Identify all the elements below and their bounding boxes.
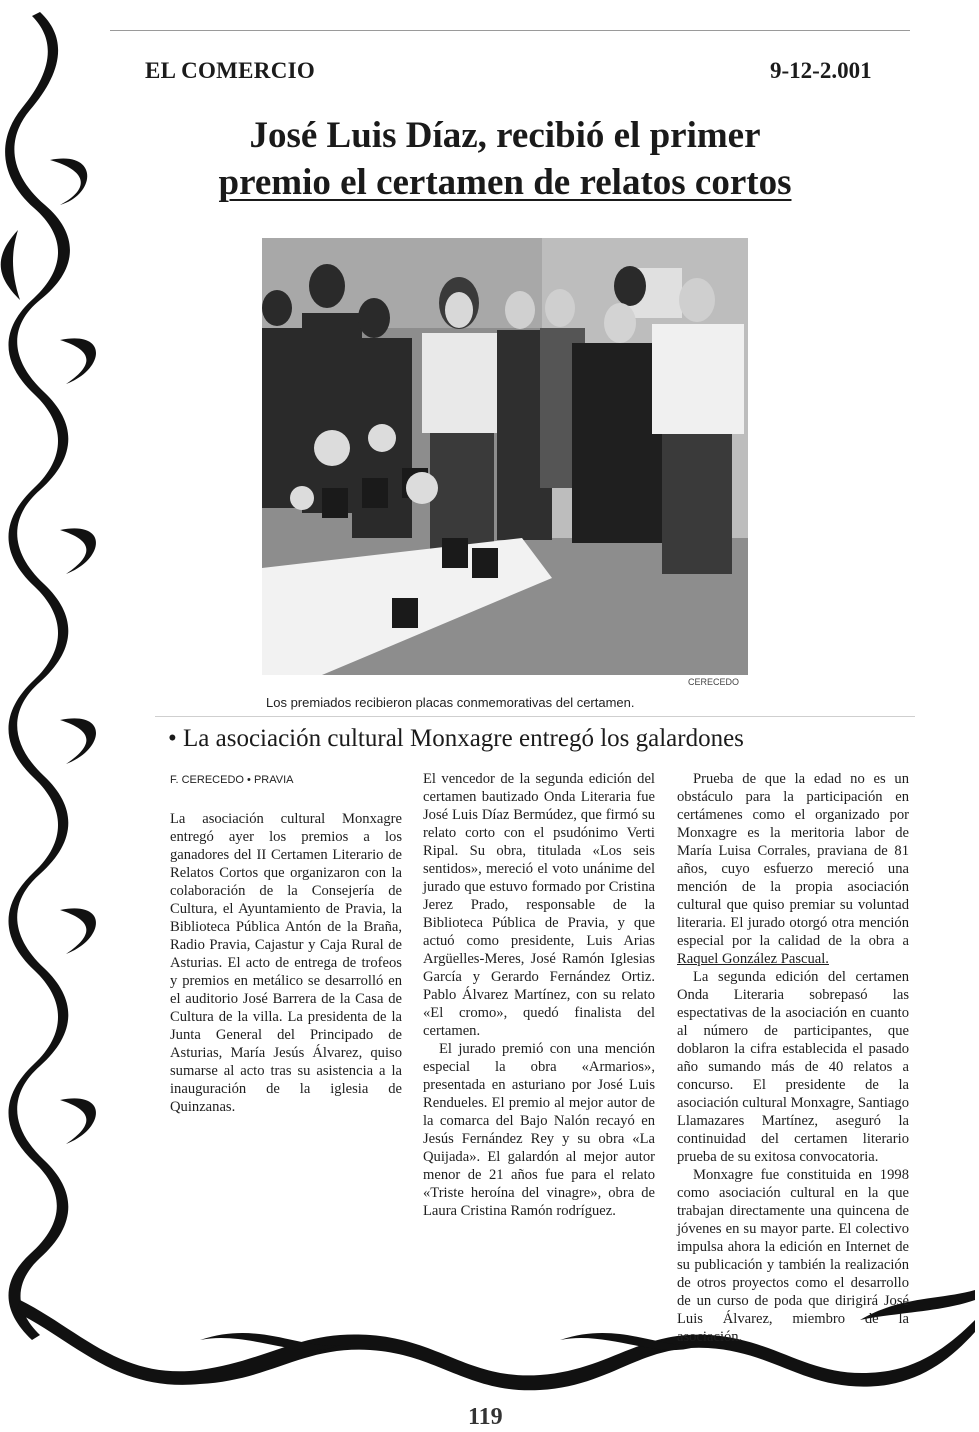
newspaper-name: EL COMERCIO: [145, 58, 316, 83]
article-column-1: [170, 810, 402, 1116]
photo-caption: Los premiados recibieron placas conmemorativas del certamen.: [266, 695, 635, 710]
masthead-rule: [110, 30, 910, 31]
headline-line-2: premio el certamen de relatos cortos: [218, 162, 792, 203]
byline-author: F. CERECEDO: [170, 774, 244, 786]
subhead-rule: [155, 716, 915, 717]
photo-credit: CERECEDO: [688, 677, 740, 687]
subheadline: • La asociación cultural Monxagre entregó los galardones: [168, 725, 744, 752]
group-photo: [262, 238, 748, 675]
byline-location: PRAVIA: [253, 774, 294, 786]
article-paragraph-5: La segunda edición del certamen Onda Literaria sobrepasó las espectativas de la asociación en cuanto al número de participantes, que doblaron la cifra establecida el pasado año sumando más de 40 relatos a concurso. El presidente de la asociación cultural Monxagre, Santiago Llamazares Martínez, aseguró la continuidad del certamen literario prueba de su exitosa convocatoria.: [677, 969, 909, 1165]
headline-line-1: José Luis Díaz, recibió el primer: [249, 115, 761, 156]
article-paragraph-4: [677, 770, 909, 968]
article-paragraph-6: Monxagre fue constituida en 1998 como asociación cultural en la que trabajan directamente una quincena de jóvenes en su mayor parte. El colectivo impulsa ahora la edición en Internet de su publicación y también la realización de otros proyectos como el desarrollo de un curso de poda que dirigirá José Luis Álvarez, miembro de la asociación.: [677, 1167, 909, 1345]
article-paragraph-1: La asociación cultural Monxagre entregó ayer los premios a los ganadores del II Certamen Literario de Relatos Cortos que organizaron con la colaboración de la Consejería de Cultura, el Ayuntamiento de Pravia, la Biblioteca Pública Antón de la Braña, Radio Pravia, Cajastur y Caja Rural de Asturias. El acto de entrega de trofeos y premios en metálico se desarrolló en el auditorio José Barrera de la Casa de Cultura de la villa. La presidenta de la Junta General del Principado de Asturias, María Jesús Álvarez, quiso sumarse al acto tras su asistencia a la inauguración de la iglesia de Quinzanas.: [170, 811, 402, 1115]
photo-illustration: [262, 238, 748, 675]
publication-date: 9-12-2.001: [770, 58, 872, 83]
article-column-3: [677, 770, 909, 1346]
page-number: 119: [468, 1404, 503, 1430]
article-paragraph-2: El vencedor de la segunda edición del certamen bautizado Onda Literaria fue José Luis Díaz Bermúdez, que firmó su relato corto con el psudónimo Verti Ripal. Su obra, titulada «Los seis sentidos», mereció el voto unánime del jurado que estuvo formado por Cristina Jerez Prado, responsable de la Biblioteca Pública de Pravia, y que actuó como presidente, Luis Arias Argüelles-Meres, José Ramón Iglesias García y Gerardo Fernández Ortiz. Pablo Álvarez Martínez, con su relato «El cromo», quedó finalista del certamen.: [423, 771, 655, 1039]
article-column-2: [423, 770, 655, 1220]
byline: F. CERECEDO • PRAVIA: [170, 774, 294, 786]
honoree-name: Raquel González Pascual.: [677, 951, 829, 967]
article-paragraph-3: El jurado premió con una mención especial la obra «Armarios», presentada en asturiano por José Luis Rendueles. El premio al mejor autor de la comarca del Bajo Nalón recayó en Jesús Fernández Rey y su obra «La Quijada». El galardón al mejor autor menor de 21 años fue para el relato «Triste heroína del vinagre», obra de Laura Cristina Ramón rodríguez.: [423, 1041, 655, 1219]
article-paragraph-4-text: Prueba de que la edad no es un obstáculo para la participación en certámenes como el organizado por Monxagre es la meritoria labor de María Luisa Corrales, praviana de 81 años, cuyo esfuerzo mereció una mención de la propia asociación cultural que quiso premiar su voluntad literaria. El jurado otorgó otra mención especial por la calidad de la obra a: [677, 771, 909, 949]
headline: [160, 112, 850, 206]
